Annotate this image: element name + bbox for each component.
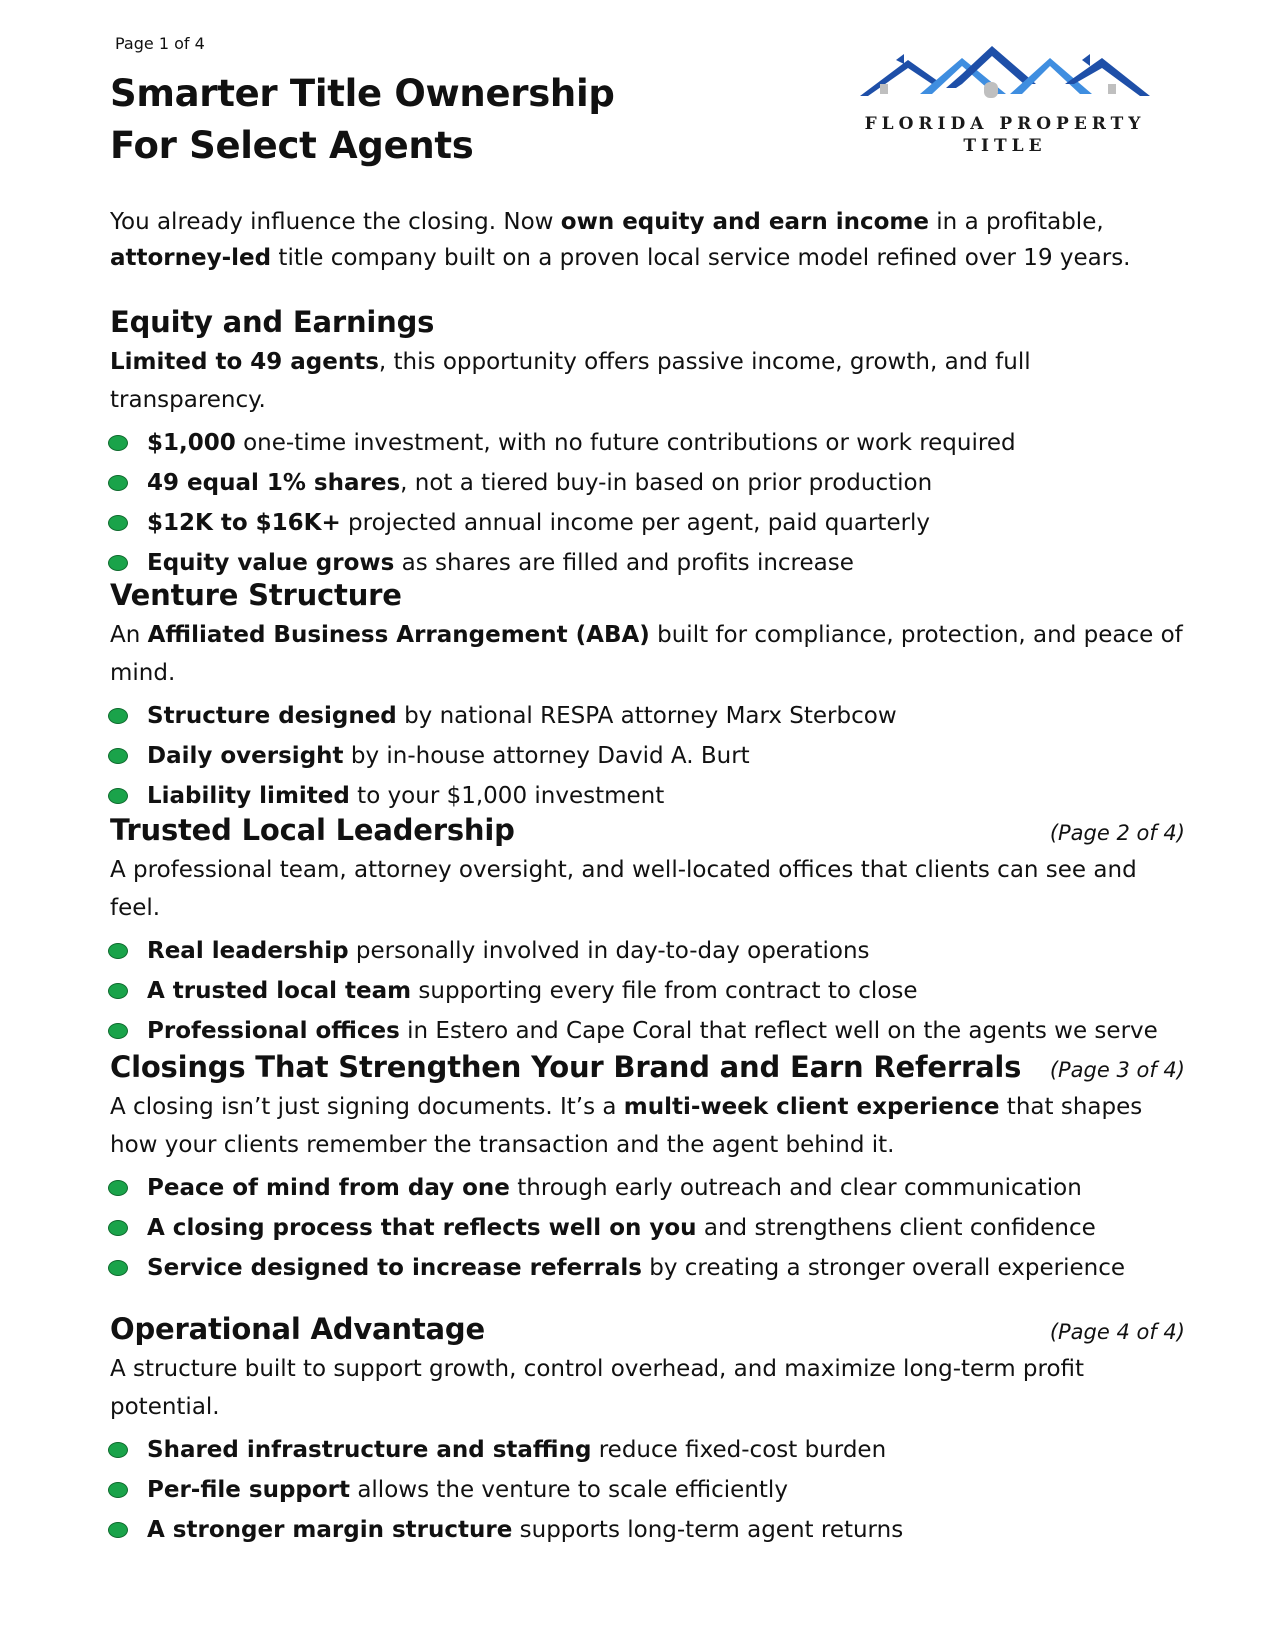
- house-roofs-icon: [860, 44, 1150, 106]
- section-title: Venture Structure: [110, 578, 402, 612]
- list-item: Peace of mind from day one through early outreach and clear communication: [110, 1168, 1185, 1208]
- title-line-1: Smarter Title Ownership: [110, 72, 615, 115]
- intro-paragraph: You already influence the closing. Now own equity and earn income in a profitable, attorney-led title company built on a proven local service model refined over 19 years.: [110, 209, 1131, 271]
- bullet-icon: [108, 475, 128, 491]
- section-description: A closing isn’t just signing documents. It’s a multi-week client experience that shapes how your clients remember the transaction and the agent behind it.: [110, 1094, 1143, 1158]
- bullet-icon: [108, 1482, 128, 1498]
- bullet-icon: [108, 748, 128, 764]
- bullet-icon: [108, 708, 128, 724]
- bullet-icon: [108, 555, 128, 571]
- list-item: Shared infrastructure and staffing reduce fixed-cost burden: [110, 1430, 1185, 1470]
- bullet-icon: [108, 1260, 128, 1276]
- page-number: Page 1 of 4: [115, 34, 205, 53]
- list-item: A closing process that reflects well on you and strengthens client confidence: [110, 1208, 1185, 1248]
- list-item: Professional offices in Estero and Cape Coral that reflect well on the agents we serve: [110, 1011, 1185, 1051]
- logo-text-line-1: FLORIDA PROPERTY: [864, 114, 1146, 134]
- page-title: [110, 68, 615, 172]
- section-equity-and-earnings: [110, 305, 1185, 583]
- list-item: Liability limited to your $1,000 investment: [110, 776, 1185, 816]
- bullet-icon: [108, 1180, 128, 1196]
- bullet-icon: [108, 1442, 128, 1458]
- section-operational-advantage: [110, 1312, 1185, 1550]
- bullet-icon: [108, 983, 128, 999]
- bullet-icon: [108, 788, 128, 804]
- section-title: Trusted Local Leadership: [110, 813, 515, 847]
- section-description: Limited to 49 agents, this opportunity offers passive income, growth, and full transparency.: [110, 349, 1031, 413]
- list-item: $1,000 one-time investment, with no future contributions or work required: [110, 423, 1185, 463]
- page-reference: (Page 4 of 4): [1049, 1320, 1185, 1344]
- bullet-icon: [108, 1522, 128, 1538]
- page-reference: (Page 3 of 4): [1049, 1058, 1185, 1082]
- section-trusted-local-leadership: [110, 813, 1185, 1051]
- section-closings: [110, 1050, 1185, 1288]
- list-item: Service designed to increase referrals by creating a stronger overall experience: [110, 1248, 1185, 1288]
- list-item: Structure designed by national RESPA attorney Marx Sterbcow: [110, 696, 1185, 736]
- title-line-2: For Select Agents: [110, 124, 474, 167]
- section-title: Equity and Earnings: [110, 305, 435, 339]
- section-title: Operational Advantage: [110, 1312, 485, 1346]
- section-description: A professional team, attorney oversight, and well-located offices that clients can see and feel.: [110, 857, 1137, 921]
- bullet-icon: [108, 943, 128, 959]
- bullet-icon: [108, 1220, 128, 1236]
- list-item: Equity value grows as shares are filled and profits increase: [110, 543, 1185, 583]
- section-title: Closings That Strengthen Your Brand and Earn Referrals: [110, 1050, 1022, 1084]
- section-description: An Affiliated Business Arrangement (ABA) built for compliance, protection, and peace of mind.: [110, 622, 1183, 686]
- list-item: Real leadership personally involved in day-to-day operations: [110, 931, 1185, 971]
- list-item: Daily oversight by in-house attorney David A. Burt: [110, 736, 1185, 776]
- list-item: A trusted local team supporting every file from contract to close: [110, 971, 1185, 1011]
- list-item: $12K to $16K+ projected annual income per agent, paid quarterly: [110, 503, 1185, 543]
- list-item: A stronger margin structure supports long-term agent returns: [110, 1510, 1185, 1550]
- logo-text-line-2: TITLE: [963, 136, 1047, 156]
- bullet-icon: [108, 515, 128, 531]
- list-item: Per-file support allows the venture to scale efficiently: [110, 1470, 1185, 1510]
- bullet-icon: [108, 435, 128, 451]
- company-logo: [860, 44, 1150, 174]
- section-description: A structure built to support growth, control overhead, and maximize long-term profit potential.: [110, 1356, 1085, 1420]
- list-item: 49 equal 1% shares, not a tiered buy-in based on prior production: [110, 463, 1185, 503]
- bullet-icon: [108, 1023, 128, 1039]
- section-venture-structure: [110, 578, 1185, 816]
- page-reference: (Page 2 of 4): [1049, 821, 1185, 845]
